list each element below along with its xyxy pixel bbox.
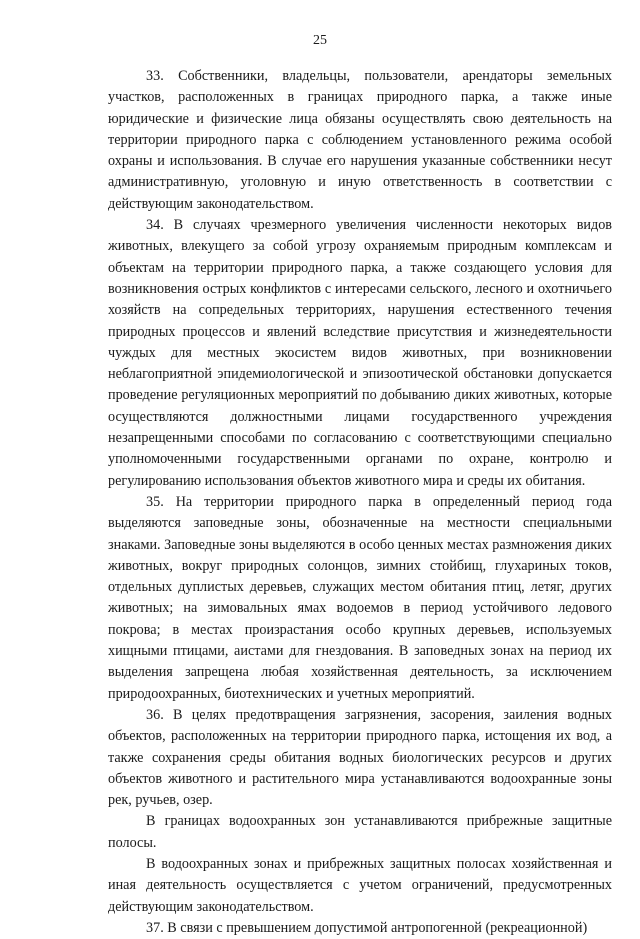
page-number: 25 (313, 33, 327, 48)
paragraph-36-restrictions: В водоохранных зонах и прибрежных защитных полосах хозяйственная и иная деятельность осуществляется с учетом ограничений, предусмотренных действующим законодательством. (108, 855, 612, 915)
paragraph-34: 34. В случаях чрезмерного увеличения численности некоторых видов животных, влекущего за собой угрозу охраняемым природным комплексам и объектам на территории природного парка, а также создающего условия для возникновения острых конфликтов с интересами сельского, лесного и охотничьего хозяйств на сопредельных территориях, нарушения естественного течения природных процессов и явлений вследствие присутствия и жизнедеятельности чуждых для местных экосистем видов животных, при возникновении неблагоприятной эпидемиологической и эпизоотической обстановки допускается проведение регуляционных мероприятий по добыванию диких животных, которые осуществляются должностными лицами государственного учреждения незапрещенными способами по согласованию с соответствующими специально уполномоченными государственными органами по охране, контролю и регулированию использования объектов животного мира и среды их обитания. (108, 217, 612, 489)
document-body (108, 66, 612, 939)
paragraph-36: 36. В целях предотвращения загрязнения, засорения, заиления водных объектов, расположенных на территории природного парка, истощения их вод, а также сохранения среды обитания водных биологических ресурсов и других объектов животного и растительного мира устанавливаются водоохранные зоны рек, ручьев, озер. (108, 706, 612, 809)
paragraph-36-protective-strips: В границах водоохранных зон устанавливаются прибрежные защитные полосы. (108, 813, 612, 851)
paragraph-37: 37. В связи с превышением допустимой антропогенной (рекреационной) (146, 919, 588, 936)
paragraph-33: 33. Собственники, владельцы, пользователи, арендаторы земельных участков, расположенных в границах природного парка, а также иные юридические и физические лица обязаны осуществлять свою деятельность на территории природного парка с соблюдением установленного режима особой охраны и использования. В случае его нарушения указанные собственники несут административную, уголовную и иную ответственность в соответствии с действующим законодательством. (108, 68, 612, 212)
paragraph-35: 35. На территории природного парка в определенный период года выделяются заповедные зоны, обозначенные на местности специальными знаками. Заповедные зоны выделяются в особо ценных местах размножения диких животных, вокруг природных солонцов, зимних стойбищ, глухариных токов, отдельных дуплистых деревьев, служащих местом обитания птиц, летяг, других животных; на зимовальных ямах водоемов в период устойчивого ледового покрова; в местах произрастания особо крупных деревьев, используемых хищными птицами, аистами для гнездования. В заповедных зонах на период их выделения запрещена любая хозяйственная деятельность, за исключением природоохранных, биотехнических и учетных мероприятий. (108, 493, 612, 702)
